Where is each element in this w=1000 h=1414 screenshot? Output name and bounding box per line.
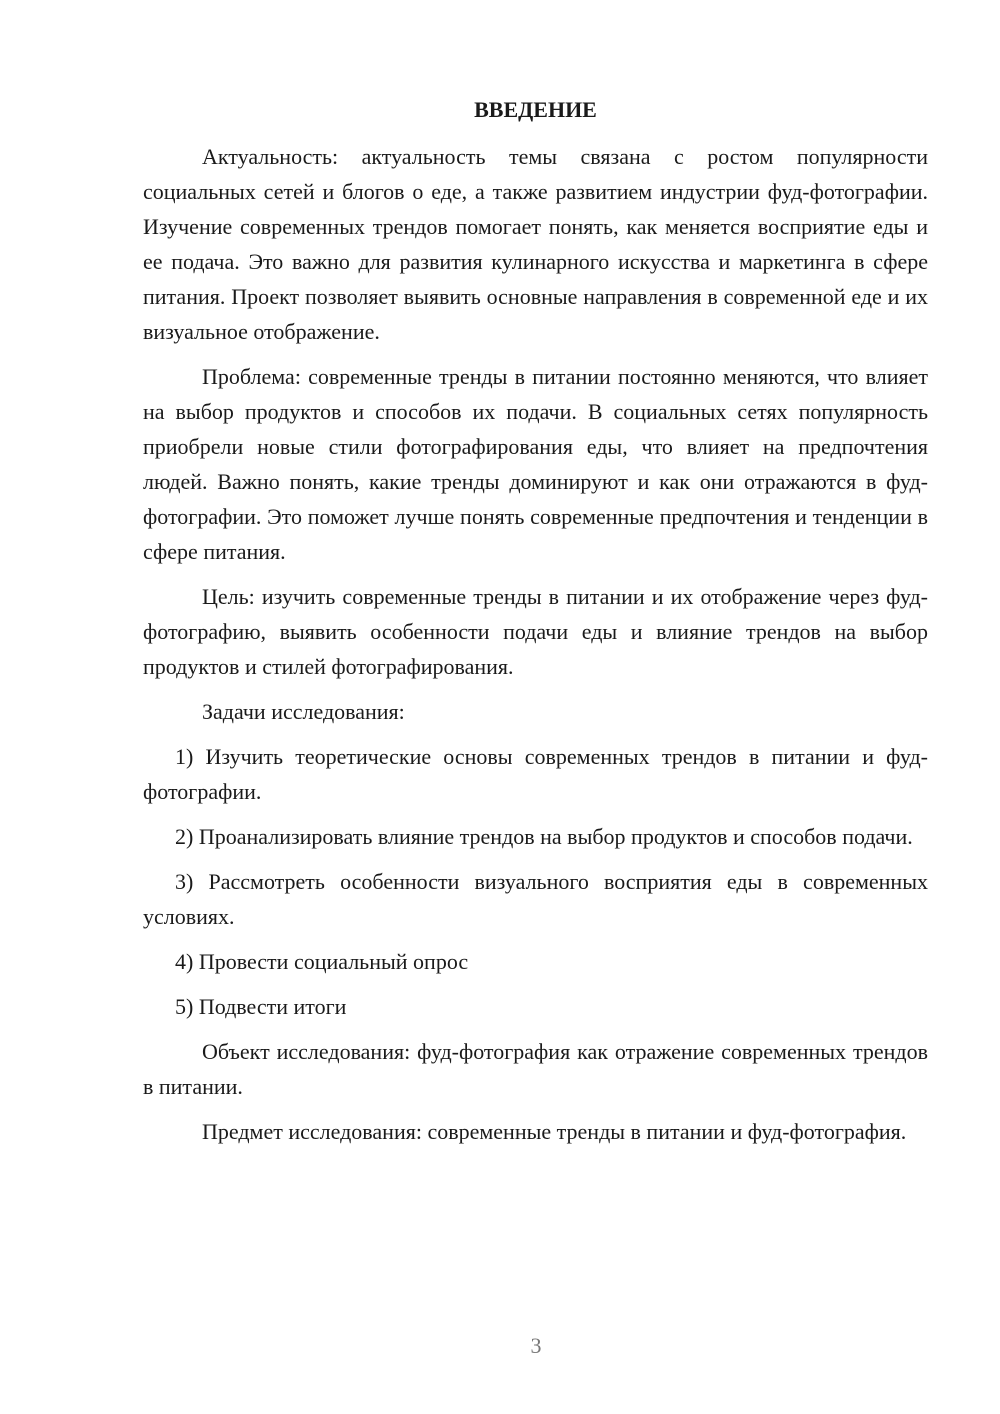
tasks-title: Задачи исследования: [202,699,405,724]
task-item-3: 3) Рассмотреть особенности визуального восприятия еды в современных условиях. [143,869,928,929]
subject-paragraph: Предмет исследования: современные тренды в питании и фуд-фотография. [202,1119,907,1144]
page-number: 3 [530,1333,542,1358]
task-item-1: 1) Изучить теоретические основы современных трендов в питании и фуд-фотографии. [143,744,928,804]
goal-paragraph: Цель: изучить современные тренды в питании и их отображение через фуд-фотографию, выявить особенности подачи еды и влияние трендов на выбор продуктов и стилей фотографирования. [143,584,928,679]
task-item-4: 4) Провести социальный опрос [175,949,469,974]
task-item-2: 2) Проанализировать влияние трендов на выбор продуктов и способов подачи. [175,824,913,849]
section-heading: ВВЕДЕНИЕ [474,97,597,122]
object-paragraph: Объект исследования: фуд-фотография как отражение современных трендов в питании. [143,1039,928,1099]
task-item-5: 5) Подвести итоги [175,994,347,1019]
relevance-paragraph: Актуальность: актуальность темы связана с ростом популярности социальных сетей и блогов о еде, а также развитием индустрии фуд-фотографии. Изучение современных трендов помогает понять, как меняется восприятие еды и ее подача. Это важно для развития кулинарного искусства и маркетинга в сфере питания. Проект позволяет выявить основные направления в современной еде и их визуальное отображение. [143,144,928,344]
problem-paragraph: Проблема: современные тренды в питании постоянно меняются, что влияет на выбор продуктов и способов их подачи. В социальных сетях популярность приобрели новые стили фотографирования еды, что влияет на предпочтения людей. Важно понять, какие тренды доминируют и как они отражаются в фуд-фотографии. Это поможет лучше понять современные предпочтения и тенденции в сфере питания. [143,364,928,564]
document-body [143,92,928,1159]
